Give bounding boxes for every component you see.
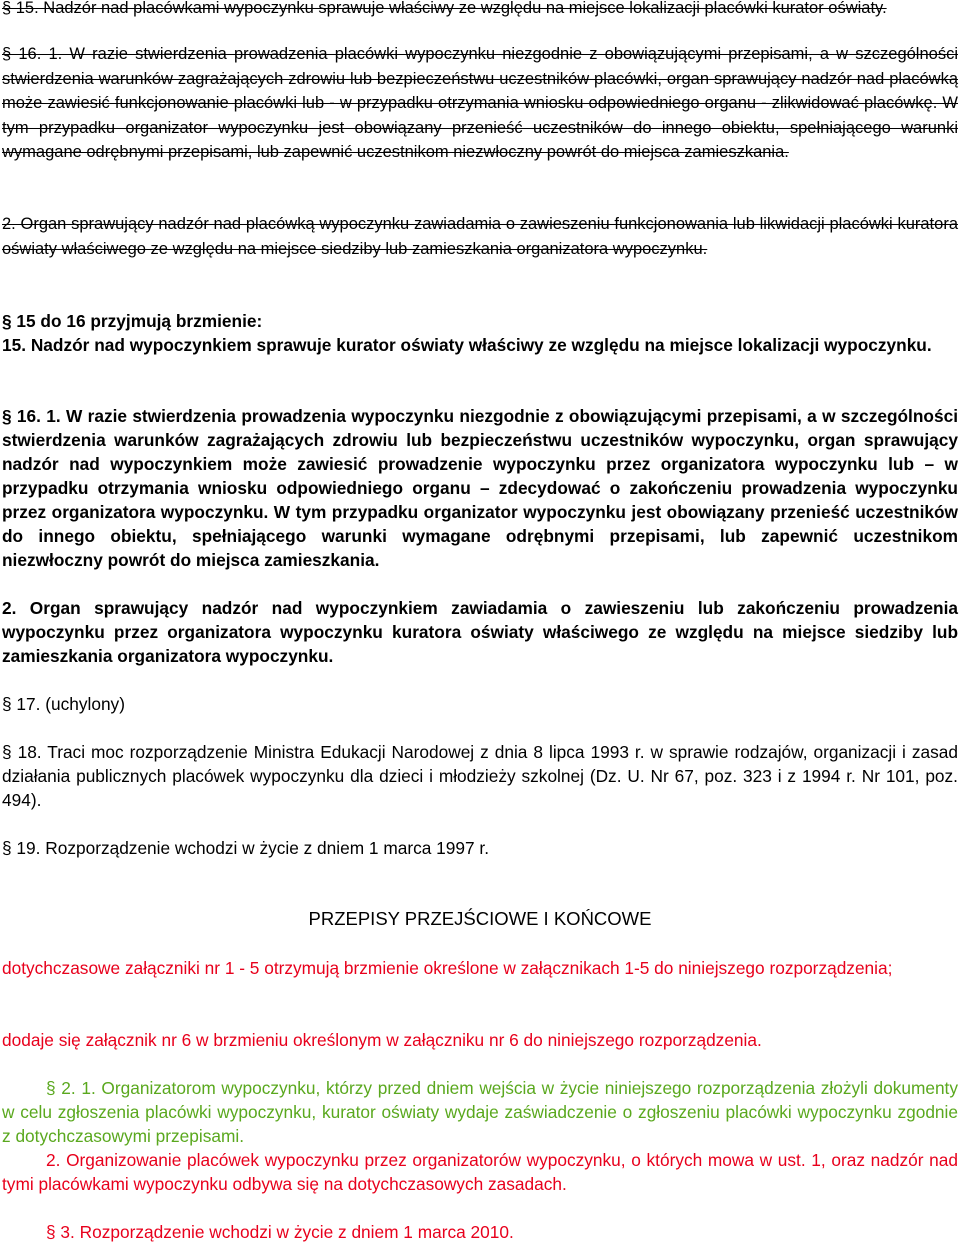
red-provision-2-2: 2. Organizowanie placówek wypoczynku przez organizatorów wypoczynku, o których mowa w ust. 1, oraz nadzór nad tymi placówkami wypoczynku odbywa się na dotychczasowych zasadach.	[2, 1150, 958, 1194]
amended-paragraph-15: 15. Nadzór nad wypoczynkiem sprawuje kurator oświaty właściwy ze względu na miejsce lokalizacji wypoczynku.	[2, 335, 932, 355]
paragraph-17: § 17. (uchylony)	[2, 694, 125, 714]
amended-paragraph-16-1: § 16. 1. W razie stwierdzenia prowadzenia wypoczynku niezgodnie z obowiązującymi przepisami, a w szczególności stwierdzenia warunków zagrażających zdrowiu lub bezpieczeństwu uczestników wypoczynku, organ sprawujący nadzór nad wypoczynkiem może zawiesić prowadzenie wypoczynku przez organizatora wypoczynku lub – w przypadku otrzymania wniosku odpowiedniego organu – zdecydować o zakończeniu prowadzenia wypoczynku przez organizatora wypoczynku. W tym przypadku organizator wypoczynku jest obowiązany przenieść uczestników do innego obiektu, spełniającego warunki wymagane odrębnymi przepisami, lub zapewnić uczestnikom niezwłoczny powrót do miejsca zamieszkania.	[2, 406, 958, 570]
deleted-paragraph-16-2: 2. Organ sprawujący nadzór nad placówką wypoczynku zawiadamia o zawieszeniu funkcjonowania lub likwidacji placówki kuratora oświaty właściwego ze względu na miejsce siedziby lub zamieszkania organizatora wypoczynku.	[2, 215, 958, 258]
amended-paragraph-16-2: 2. Organ sprawujący nadzór nad wypoczynkiem zawiadamia o zawieszeniu lub zakończeniu prowadzenia wypoczynku przez organizatora wypoczynku kuratora oświaty właściwego ze względu na miejsce siedziby lub zamieszkania organizatora wypoczynku.	[2, 598, 958, 666]
red-provision-annex-6: dodaje się załącznik nr 6 w brzmieniu określonym w załączniku nr 6 do niniejszego rozporządzenia.	[2, 1030, 762, 1050]
section-heading: PRZEPISY PRZEJŚCIOWE I KOŃCOWE	[308, 908, 652, 929]
red-provision-3: § 3. Rozporządzenie wchodzi w życie z dniem 1 marca 2010.	[46, 1222, 514, 1242]
red-provision-annexes: dotychczasowe załączniki nr 1 - 5 otrzymują brzmienie określone w załącznikach 1-5 do niniejszego rozporządzenia;	[2, 958, 893, 978]
deleted-paragraph-16-1: § 16. 1. W razie stwierdzenia prowadzenia placówki wypoczynku niezgodnie z obowiązującymi przepisami, a w szczególności stwierdzenia warunków zagrażających zdrowiu lub bezpieczeństwu uczestników placówki, organ sprawujący nadzór nad placówką może zawiesić funkcjonowanie placówki lub - w przypadku otrzymania wniosku odpowiedniego organu - zlikwidować placówkę. W tym przypadku organizator wypoczynku jest obowiązany przenieść uczestników do innego obiektu, spełniającego warunki wymagane odrębnymi przepisami, lub zapewnić uczestnikom niezwłoczny powrót do miejsca zamieszkania.	[2, 45, 958, 161]
paragraph-19: § 19. Rozporządzenie wchodzi w życie z dniem 1 marca 1997 r.	[2, 838, 489, 858]
amendment-intro: § 15 do 16 przyjmują brzmienie:	[2, 311, 263, 331]
deleted-paragraph-15: § 15. Nadzór nad placówkami wypoczynku sprawuje właściwy ze względu na miejsce lokalizacji placówki kurator oświaty.	[2, 0, 887, 17]
paragraph-18: § 18. Traci moc rozporządzenie Ministra Edukacji Narodowej z dnia 8 lipca 1993 r. w sprawie rodzajów, organizacji i zasad działania publicznych placówek wypoczynku dla dzieci i młodzieży szkolnej (Dz. U. Nr 67, poz. 323 i z 1994 r. Nr 101, poz. 494).	[2, 742, 958, 810]
green-provision-2-1: § 2. 1. Organizatorom wypoczynku, którzy przed dniem wejścia w życie niniejszego rozporządzenia złożyli dokumenty w celu zgłoszenia placówki wypoczynku, kurator oświaty wydaje zaświadczenie o zgłoszeniu placówki wypoczynku zgodnie z dotychczasowymi przepisami.	[2, 1078, 958, 1146]
